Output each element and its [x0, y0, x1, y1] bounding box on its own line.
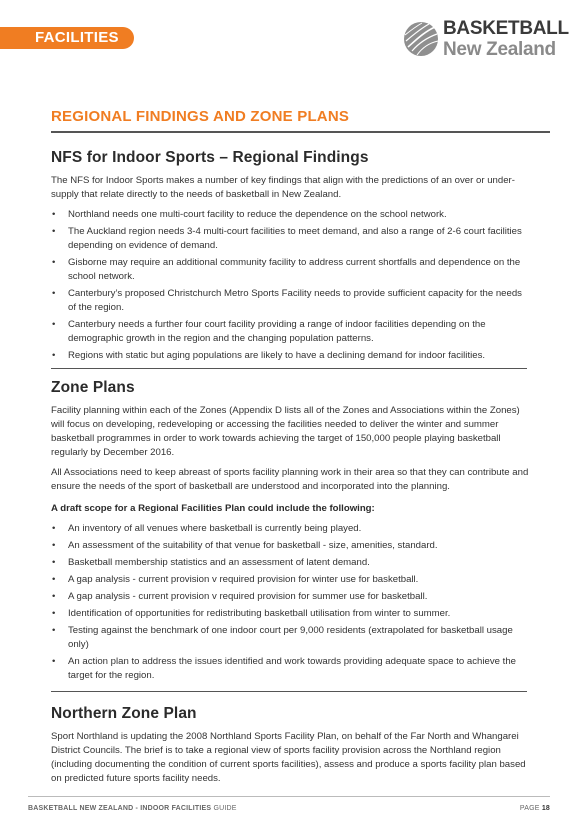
footer-separator: -: [133, 805, 141, 812]
facilities-tab-label: FACILITIES: [35, 29, 119, 46]
fern-ball-icon: [402, 20, 440, 58]
footer-org: BASKETBALL NEW ZEALAND: [28, 805, 134, 812]
regional-findings-section: [51, 149, 531, 366]
facilities-tab: [0, 27, 134, 49]
list-item: • Canterbury’s proposed Christchurch Metro Sports Facility needs to provide sufficient capacity for the needs of the region.: [51, 287, 531, 315]
page-indicator: [520, 805, 550, 812]
draft-scope-list: [51, 522, 531, 683]
list-item: • Identification of opportunities for redistributing basketball utilisation from winter to summer.: [51, 607, 531, 621]
zone-plans-paragraph: All Associations need to keep abreast of sports facility planning work in their area so that they can contribute and ensure the needs of the sport of basketball are understood and incorporated into the planning.: [51, 467, 529, 492]
page-label: PAGE: [519, 805, 542, 812]
list-item: • An assessment of the suitability of that venue for basketball - size, amenities, standard.: [51, 539, 531, 553]
list-item: • Northland needs one multi-court facility to reduce the dependence on the school network.: [51, 208, 531, 222]
list-item: • Regions with static but aging populations are likely to have a declining demand for indoor facilities.: [51, 349, 531, 363]
footer-divider: [28, 796, 550, 797]
regional-findings-intro: The NFS for Indoor Sports makes a number of key findings that align with the predictions of an over or under-supply that relate directly to the needs of basketball in New Zealand.: [51, 175, 515, 200]
list-item: • An inventory of all venues where basketball is currently being played.: [51, 522, 531, 536]
divider: [51, 368, 527, 369]
zone-plans-paragraph: Facility planning within each of the Zones (Appendix D lists all of the Zones and Associations within the Zones) will focus on developing, redeveloping or accessing the facilities needed to deliver the winter and summer basketball programmes in order to work towards achieving the target of 150,000 people playing basketball regularly by December 2016.: [51, 405, 520, 458]
basketball-nz-logo: [402, 18, 569, 68]
list-item: • An action plan to address the issues identified and work towards providing adequate space to achieve the target for the region.: [51, 655, 531, 683]
northern-zone-section: [51, 705, 531, 792]
zone-plans-heading: Zone Plans: [51, 379, 135, 396]
section-title: REGIONAL FINDINGS AND ZONE PLANS: [51, 108, 350, 125]
page-number: 18: [541, 805, 550, 812]
draft-scope-heading: A draft scope for a Regional Facilities Plan could include the following:: [51, 503, 375, 514]
northern-zone-heading: Northern Zone Plan: [51, 705, 197, 722]
logo-text-basketball: BASKETBALL: [443, 18, 569, 39]
regional-findings-list: [51, 208, 531, 363]
list-item: • Canterbury needs a further four court facility providing a range of indoor facilities depending on the demographic growth in the region and the changing population patterns.: [51, 318, 531, 346]
list-item: • A gap analysis - current provision v required provision for summer use for basketball.: [51, 590, 531, 604]
list-item: • The Auckland region needs 3-4 multi-court facilities to meet demand, and also a range of 2-6 court facilities depending on evidence of demand.: [51, 225, 531, 253]
list-item: • Gisborne may require an additional community facility to address current shortfalls and dependence on the school network.: [51, 256, 531, 284]
northern-zone-paragraph: Sport Northland is updating the 2008 Northland Sports Facility Plan, on behalf of the Far North and Whangarei District Councils. The brief is to take a regional view of sports facility provision across the Northland region (including documenting the condition of current sports facilities), assess and produce a sports facility plan based on predicted future sports facility needs.: [51, 731, 526, 784]
regional-findings-heading: NFS for Indoor Sports – Regional Findings: [51, 149, 369, 166]
footer-doc-title: INDOOR FACILITIES: [140, 805, 212, 812]
list-item: • Testing against the benchmark of one indoor court per 9,000 residents (extrapolated for basketball usage only): [51, 624, 531, 652]
zone-plans-section: [51, 379, 531, 686]
list-item: • A gap analysis - current provision v required provision for winter use for basketball.: [51, 573, 531, 587]
list-item: • Basketball membership statistics and an assessment of latent demand.: [51, 556, 531, 570]
footer-doc-suffix: GUIDE: [211, 805, 237, 812]
logo-text-new-zealand: New Zealand: [443, 39, 556, 60]
section-divider: [51, 131, 550, 133]
divider: [51, 691, 527, 692]
footer-title: [28, 805, 237, 812]
